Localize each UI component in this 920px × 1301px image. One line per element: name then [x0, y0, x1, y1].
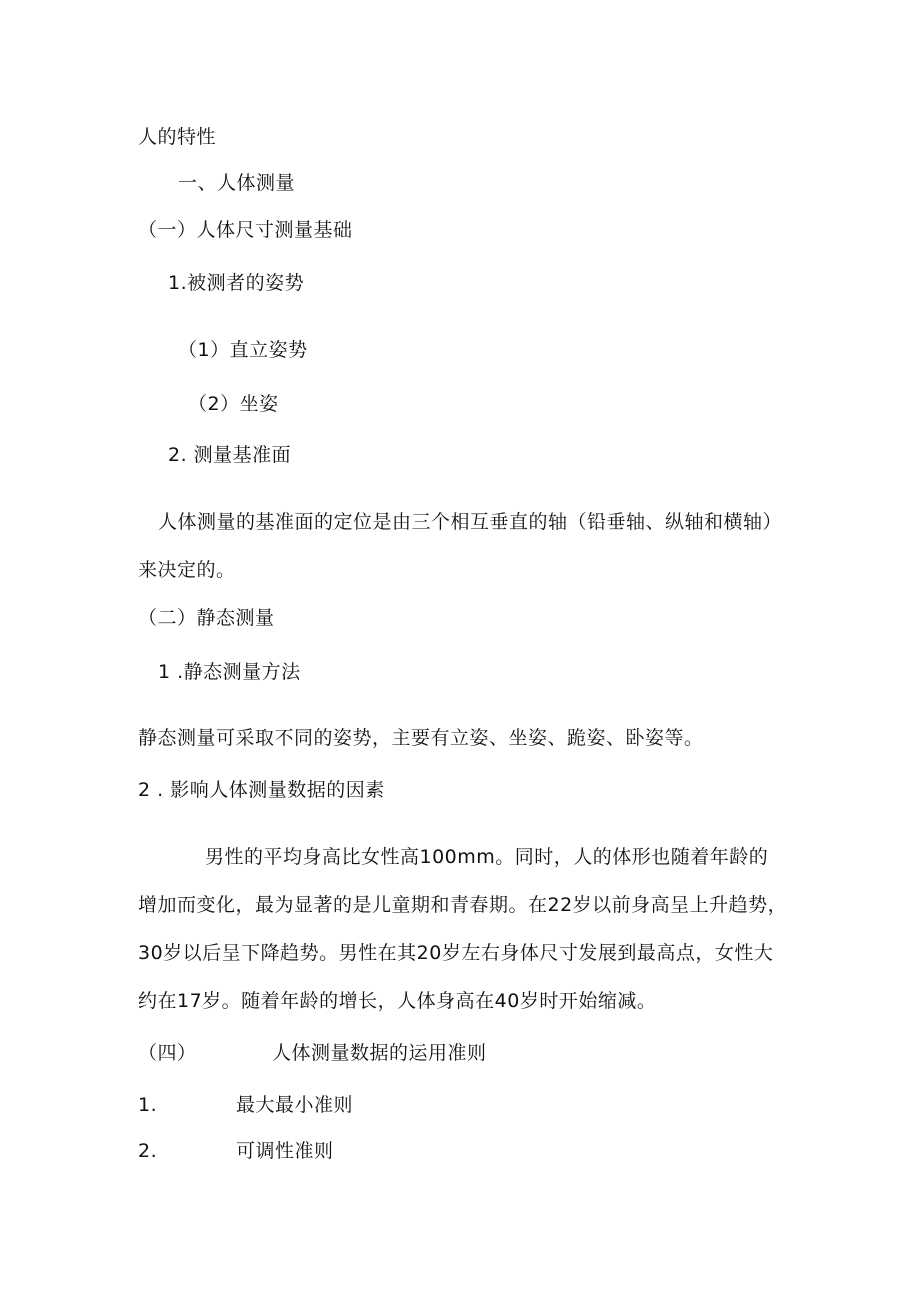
list-item-reference-plane: 2. 测量基准面: [168, 444, 292, 466]
paragraph-factors-line-1: 男性的平均身高比女性高100mm。同时，人的体形也随着年龄的: [205, 846, 769, 868]
paragraph-reference-plane-line-2: 来决定的。: [138, 559, 236, 581]
paragraph-factors-line-4: 约在17岁。随着年龄的增长，人体身高在40岁时开始缩减。: [138, 990, 657, 1012]
paragraph-factors-line-3: 30岁以后呈下降趋势。男性在其20岁左右身体尺寸发展到最高点，女性大: [138, 942, 774, 964]
paragraph-reference-plane-line-1: 人体测量的基准面的定位是由三个相互垂直的轴（铅垂轴、纵轴和横轴）: [158, 511, 783, 533]
subsection-heading-2: （二）静态测量: [138, 607, 275, 629]
subsection-heading-1: （一）人体尺寸测量基础: [138, 219, 353, 241]
subsection-heading-4-number: （四）: [138, 1042, 197, 1064]
subsection-heading-4-text: 人体测量数据的运用准则: [272, 1042, 487, 1064]
list-item-posture: 1.被测者的姿势: [168, 272, 305, 294]
list-item-influencing-factors: 2 . 影响人体测量数据的因素: [138, 779, 385, 801]
document-title: 人的特性: [138, 126, 217, 148]
rule-2-text: 可调性准则: [236, 1140, 334, 1162]
sub-item-sitting: （2）坐姿: [188, 393, 279, 415]
rule-1-number: 1.: [138, 1094, 158, 1116]
rule-2-number: 2.: [138, 1140, 158, 1162]
paragraph-factors-line-2: 增加而变化，最为显著的是儿童期和青春期。在22岁以前身高呈上升趋势，: [138, 894, 788, 916]
list-item-static-method: 1 .静态测量方法: [158, 661, 301, 683]
sub-item-standing: （1）直立姿势: [178, 339, 308, 361]
rule-1-text: 最大最小准则: [236, 1094, 354, 1116]
paragraph-static-method: 静态测量可采取不同的姿势，主要有立姿、坐姿、跪姿、卧姿等。: [138, 727, 704, 749]
section-heading-1: 一、人体测量: [178, 172, 296, 194]
